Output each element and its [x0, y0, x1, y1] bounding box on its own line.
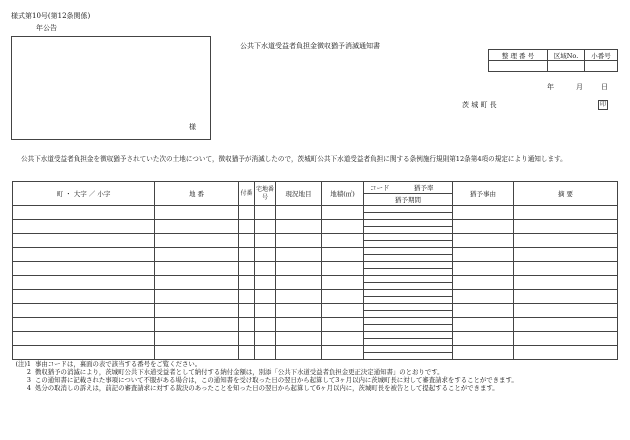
cell-reason[interactable]	[453, 290, 514, 304]
ref-label-sub-no: 小番号	[585, 50, 618, 61]
table-row	[13, 332, 618, 346]
cell-reason[interactable]	[453, 276, 514, 290]
col-code: コード	[364, 182, 396, 194]
cell-sub-lot[interactable]	[239, 290, 255, 304]
cell-current-land[interactable]	[276, 304, 322, 318]
table-row	[13, 206, 618, 220]
cell-code-rate-period[interactable]	[364, 206, 453, 220]
cell-town[interactable]	[13, 346, 155, 360]
form-number: 様式第10号(第12条関係)	[11, 12, 91, 20]
table-row	[13, 234, 618, 248]
note-number: 2	[26, 368, 31, 376]
note-item	[11, 368, 619, 376]
note-number: 3	[26, 376, 31, 384]
cell-town[interactable]	[13, 290, 155, 304]
date-year: 年	[547, 83, 554, 91]
cell-reason[interactable]	[453, 220, 514, 234]
cell-area[interactable]	[322, 346, 364, 360]
col-area: 地積(㎡)	[322, 182, 364, 206]
cell-area[interactable]	[322, 206, 364, 220]
cell-residential-no[interactable]	[255, 262, 276, 276]
cell-residential-no[interactable]	[255, 304, 276, 318]
date-day: 日	[601, 83, 608, 91]
cell-summary[interactable]	[514, 332, 618, 346]
cell-code-rate-period[interactable]	[364, 220, 453, 234]
ref-label-seiri: 整 理 番 号	[489, 50, 548, 61]
note-text: 事由コードは，裏面の表で該当する番号をご覧ください。	[35, 360, 202, 368]
cell-reason[interactable]	[453, 346, 514, 360]
cell-town[interactable]	[13, 262, 155, 276]
cell-lot[interactable]	[155, 332, 239, 346]
cell-summary[interactable]	[514, 346, 618, 360]
cell-lot[interactable]	[155, 290, 239, 304]
cell-town[interactable]	[13, 332, 155, 346]
cell-current-land[interactable]	[276, 346, 322, 360]
cell-code-rate-period[interactable]	[364, 248, 453, 262]
cell-residential-no[interactable]	[255, 248, 276, 262]
cell-lot[interactable]	[155, 346, 239, 360]
cell-code-rate-period[interactable]	[364, 346, 453, 360]
cell-lot[interactable]	[155, 318, 239, 332]
cell-sub-lot[interactable]	[239, 346, 255, 360]
note-item	[11, 360, 619, 368]
cell-sub-lot[interactable]	[239, 220, 255, 234]
cell-current-land[interactable]	[276, 276, 322, 290]
cell-reason[interactable]	[453, 304, 514, 318]
cell-reason[interactable]	[453, 318, 514, 332]
cell-current-land[interactable]	[276, 220, 322, 234]
note-item	[11, 384, 619, 392]
cell-town[interactable]	[13, 206, 155, 220]
year-notice-label: 年公告	[36, 24, 57, 32]
cell-residential-no[interactable]	[255, 332, 276, 346]
ref-value-area-no[interactable]	[548, 61, 585, 72]
cell-area[interactable]	[322, 262, 364, 276]
cell-residential-no[interactable]	[255, 234, 276, 248]
reference-number-table	[488, 49, 618, 72]
cell-reason[interactable]	[453, 206, 514, 220]
ref-value-sub-no[interactable]	[585, 61, 618, 72]
cell-sub-lot[interactable]	[239, 332, 255, 346]
cell-current-land[interactable]	[276, 206, 322, 220]
addressee-box	[11, 36, 211, 140]
cell-code-rate-period[interactable]	[364, 304, 453, 318]
note-item	[11, 376, 619, 384]
cell-sub-lot[interactable]	[239, 248, 255, 262]
cell-summary[interactable]	[514, 262, 618, 276]
cell-code-rate-period[interactable]	[364, 262, 453, 276]
cell-sub-lot[interactable]	[239, 262, 255, 276]
sender-name: 茨 城 町 長	[462, 101, 497, 109]
ref-label-area-no: 区域No.	[548, 50, 585, 61]
cell-residential-no[interactable]	[255, 346, 276, 360]
cell-residential-no[interactable]	[255, 206, 276, 220]
cell-current-land[interactable]	[276, 234, 322, 248]
table-row	[13, 304, 618, 318]
note-number: 4	[26, 384, 31, 392]
table-row	[13, 290, 618, 304]
table-row	[13, 318, 618, 332]
cell-summary[interactable]	[514, 206, 618, 220]
cell-current-land[interactable]	[276, 332, 322, 346]
col-deferral-period: 猶予期間	[364, 194, 453, 206]
cell-area[interactable]	[322, 234, 364, 248]
ref-value-seiri[interactable]	[489, 61, 548, 72]
cell-reason[interactable]	[453, 234, 514, 248]
cell-code-rate-period[interactable]	[364, 276, 453, 290]
cell-area[interactable]	[322, 318, 364, 332]
cell-lot[interactable]	[155, 220, 239, 234]
col-reason: 猶予事由	[453, 182, 514, 206]
cell-summary[interactable]	[514, 318, 618, 332]
col-residential-no: 宅地番号	[255, 182, 276, 206]
cell-current-land[interactable]	[276, 248, 322, 262]
cell-code-rate-period[interactable]	[364, 318, 453, 332]
cell-lot[interactable]	[155, 234, 239, 248]
cell-area[interactable]	[322, 220, 364, 234]
cell-residential-no[interactable]	[255, 318, 276, 332]
cell-reason[interactable]	[453, 262, 514, 276]
table-row	[13, 262, 618, 276]
table-row	[13, 248, 618, 262]
document-title: 公共下水道受益者負担金徴収猶予消滅通知書	[240, 42, 380, 50]
table-row	[13, 346, 618, 360]
cell-town[interactable]	[13, 318, 155, 332]
cell-summary[interactable]	[514, 276, 618, 290]
cell-lot[interactable]	[155, 206, 239, 220]
cell-area[interactable]	[322, 304, 364, 318]
cell-code-rate-period[interactable]	[364, 234, 453, 248]
cell-area[interactable]	[322, 276, 364, 290]
intro-paragraph: 公共下水道受益者負担金を徴収猶予されていた次の土地について，徴収猶予が消滅したので，茨城町公共下水道受益者負担に関する条例施行規則第12条第4項の規定により通知します。	[21, 155, 567, 163]
cell-reason[interactable]	[453, 248, 514, 262]
cell-area[interactable]	[322, 290, 364, 304]
col-town: 町 ・ 大字 ／ 小字	[13, 182, 155, 206]
cell-lot[interactable]	[155, 276, 239, 290]
cell-area[interactable]	[322, 248, 364, 262]
cell-area[interactable]	[322, 332, 364, 346]
col-deferral-rate: 猶予率	[396, 182, 453, 194]
cell-summary[interactable]	[514, 220, 618, 234]
cell-sub-lot[interactable]	[239, 304, 255, 318]
cell-sub-lot[interactable]	[239, 206, 255, 220]
cell-current-land[interactable]	[276, 318, 322, 332]
table-row	[13, 276, 618, 290]
cell-sub-lot[interactable]	[239, 276, 255, 290]
cell-sub-lot[interactable]	[239, 318, 255, 332]
cell-sub-lot[interactable]	[239, 234, 255, 248]
addressee-suffix: 様	[189, 123, 196, 131]
note-number: (注)1	[15, 360, 31, 368]
cell-summary[interactable]	[514, 304, 618, 318]
cell-town[interactable]	[13, 304, 155, 318]
cell-lot[interactable]	[155, 248, 239, 262]
cell-summary[interactable]	[514, 234, 618, 248]
land-detail-table	[12, 181, 618, 360]
date-month: 月	[576, 83, 583, 91]
cell-summary[interactable]	[514, 290, 618, 304]
cell-current-land[interactable]	[276, 290, 322, 304]
cell-town[interactable]	[13, 248, 155, 262]
cell-current-land[interactable]	[276, 262, 322, 276]
note-text: 徴収猶予の消滅により，茨城町公共下水道受益者として納付する納付金額は，別添「公共下水道受益者負担金更正決定通知書」のとおりです。	[35, 368, 444, 376]
cell-residential-no[interactable]	[255, 220, 276, 234]
col-summary: 摘 要	[514, 182, 618, 206]
col-lot: 地 番	[155, 182, 239, 206]
cell-town[interactable]	[13, 276, 155, 290]
col-current-land: 現況地目	[276, 182, 322, 206]
cell-summary[interactable]	[514, 248, 618, 262]
col-sub-lot: 付番	[239, 182, 255, 206]
notes-section	[11, 360, 619, 392]
cell-code-rate-period[interactable]	[364, 332, 453, 346]
cell-town[interactable]	[13, 234, 155, 248]
cell-lot[interactable]	[155, 262, 239, 276]
table-row	[13, 220, 618, 234]
cell-town[interactable]	[13, 220, 155, 234]
cell-residential-no[interactable]	[255, 290, 276, 304]
cell-lot[interactable]	[155, 304, 239, 318]
cell-reason[interactable]	[453, 332, 514, 346]
cell-residential-no[interactable]	[255, 276, 276, 290]
note-text: 処分の取消しの訴えは，前記の審査請求に対する裁決のあったことを知った日の翌日から起算して6ヶ月以内に，茨城町長を被告として提起することができます。	[35, 384, 499, 392]
cell-code-rate-period[interactable]	[364, 290, 453, 304]
seal-mark: 印	[599, 101, 606, 108]
note-text: この通知書に記載された事項について不服がある場合は，この通知書を受け取った日の翌日から起算して3ヶ月以内に茨城町長に対して審査請求をすることができます。	[35, 376, 518, 384]
